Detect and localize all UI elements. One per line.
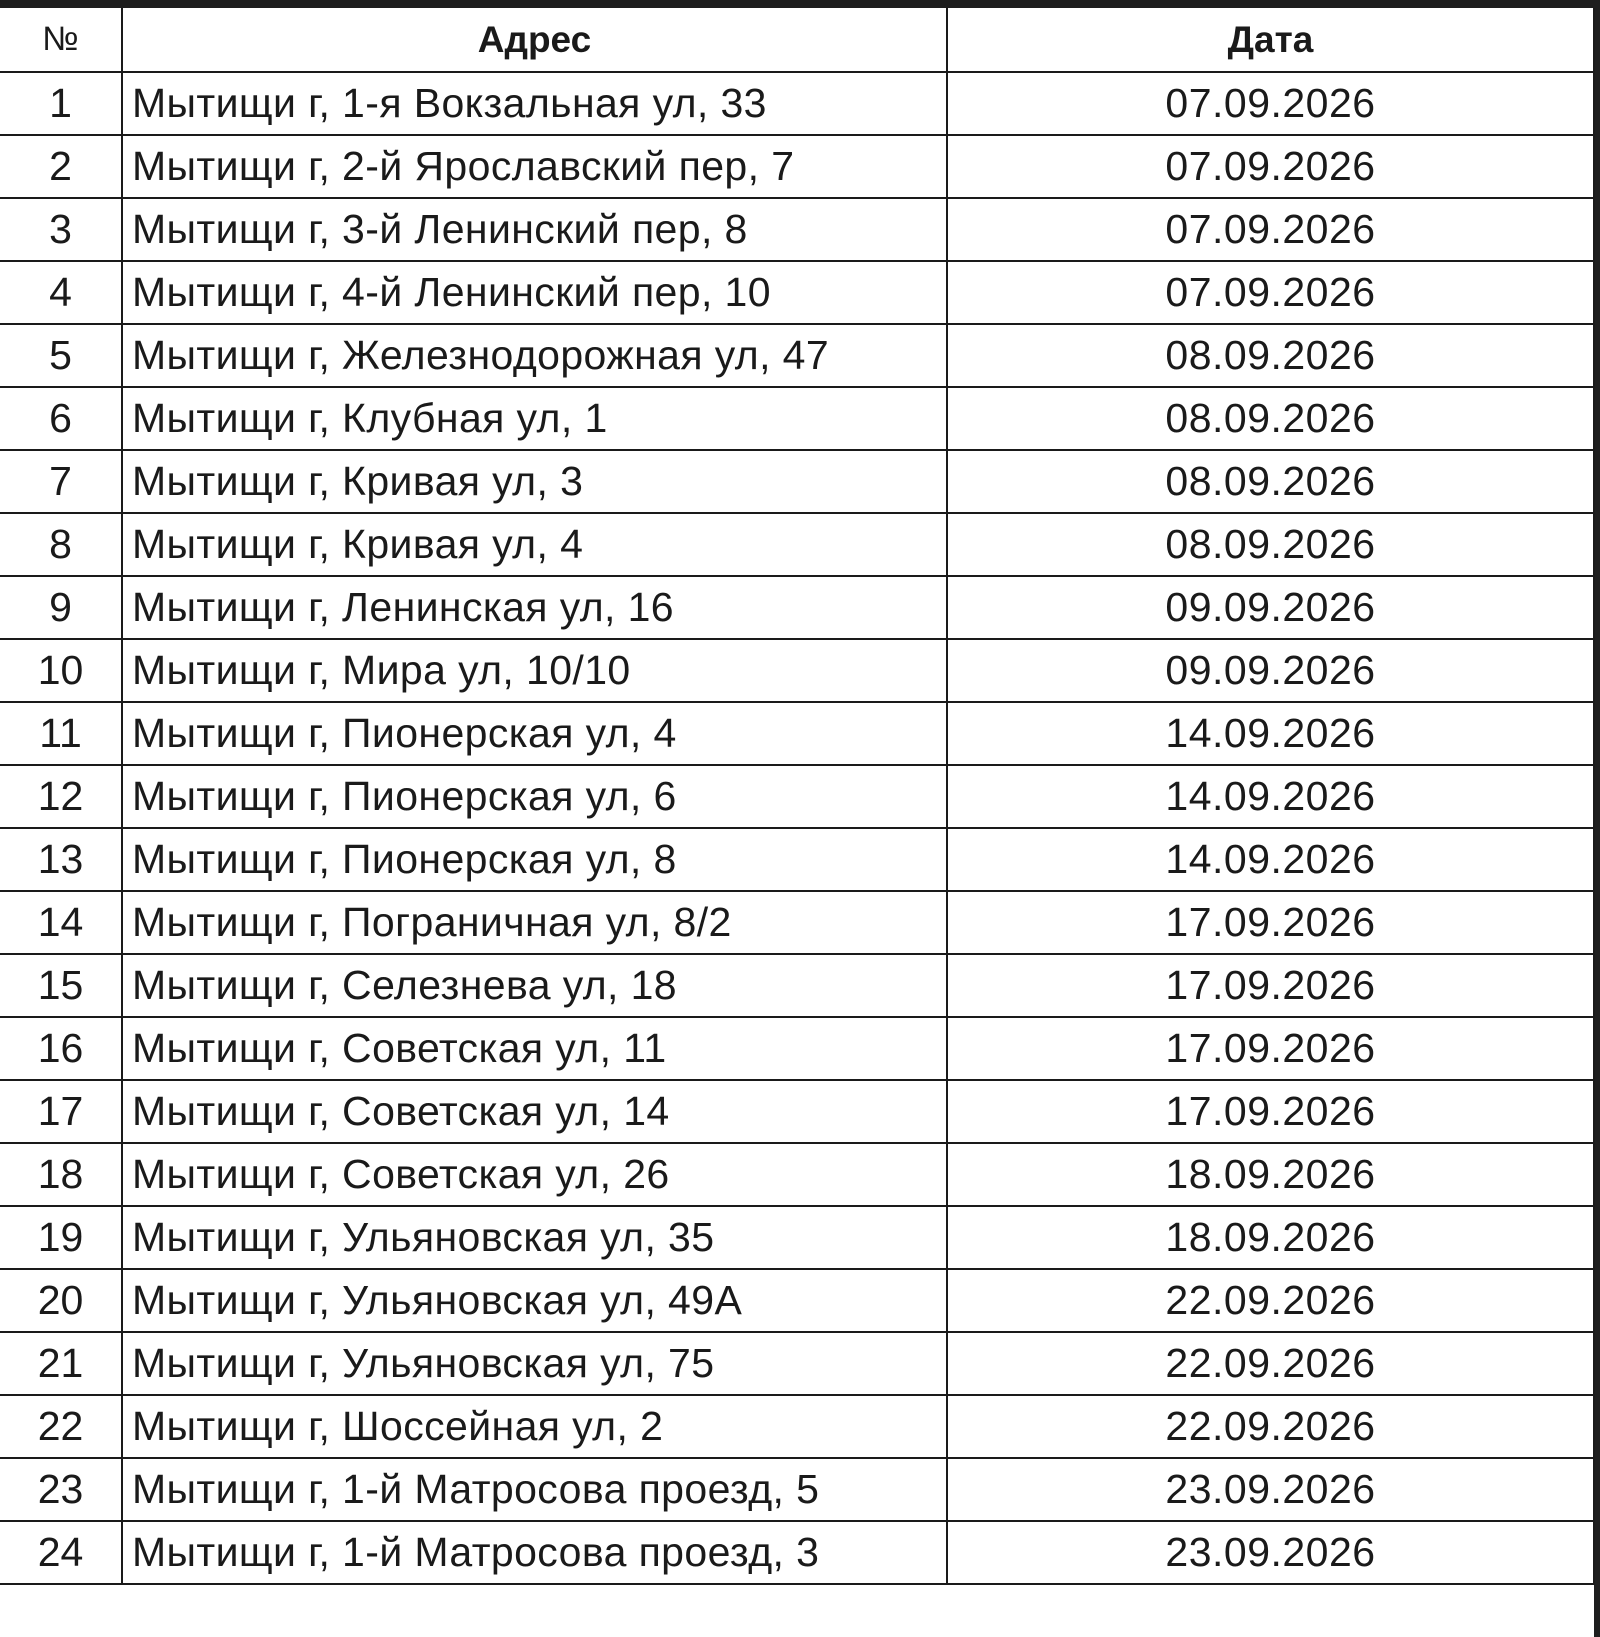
- date-cell[interactable]: 07.09.2026: [947, 198, 1594, 261]
- address-cell[interactable]: Мытищи г, Кривая ул, 3: [122, 450, 947, 513]
- table-body: [0, 72, 1594, 1584]
- row-number-cell[interactable]: 11: [0, 702, 122, 765]
- row-number-cell[interactable]: 18: [0, 1143, 122, 1206]
- address-cell[interactable]: Мытищи г, Советская ул, 26: [122, 1143, 947, 1206]
- address-cell[interactable]: Мытищи г, Шоссейная ул, 2: [122, 1395, 947, 1458]
- date-cell[interactable]: 14.09.2026: [947, 828, 1594, 891]
- address-cell[interactable]: Мытищи г, Кривая ул, 4: [122, 513, 947, 576]
- address-cell[interactable]: Мытищи г, 1-й Матросова проезд, 3: [122, 1521, 947, 1584]
- date-cell[interactable]: 17.09.2026: [947, 954, 1594, 1017]
- table-row: [0, 198, 1594, 261]
- table-row: [0, 1395, 1594, 1458]
- row-number-cell[interactable]: 2: [0, 135, 122, 198]
- row-number-cell[interactable]: 9: [0, 576, 122, 639]
- date-cell[interactable]: 08.09.2026: [947, 450, 1594, 513]
- table-row: [0, 828, 1594, 891]
- row-number-cell[interactable]: 7: [0, 450, 122, 513]
- address-cell[interactable]: Мытищи г, Советская ул, 11: [122, 1017, 947, 1080]
- address-cell[interactable]: Мытищи г, Клубная ул, 1: [122, 387, 947, 450]
- table-row: [0, 702, 1594, 765]
- address-cell[interactable]: Мытищи г, 2-й Ярославский пер, 7: [122, 135, 947, 198]
- date-cell[interactable]: 18.09.2026: [947, 1143, 1594, 1206]
- address-cell[interactable]: Мытищи г, 1-я Вокзальная ул, 33: [122, 72, 947, 135]
- row-number-cell[interactable]: 3: [0, 198, 122, 261]
- date-cell[interactable]: 22.09.2026: [947, 1332, 1594, 1395]
- row-number-cell[interactable]: 17: [0, 1080, 122, 1143]
- row-number-cell[interactable]: 21: [0, 1332, 122, 1395]
- row-number-cell[interactable]: 20: [0, 1269, 122, 1332]
- table-row: [0, 639, 1594, 702]
- address-cell[interactable]: Мытищи г, 4-й Ленинский пер, 10: [122, 261, 947, 324]
- table-row: [0, 387, 1594, 450]
- date-cell[interactable]: 23.09.2026: [947, 1521, 1594, 1584]
- column-header-date: Дата: [947, 8, 1594, 72]
- date-cell[interactable]: 22.09.2026: [947, 1269, 1594, 1332]
- row-number-cell[interactable]: 16: [0, 1017, 122, 1080]
- table-row: [0, 891, 1594, 954]
- table-row: [0, 513, 1594, 576]
- table-row: [0, 261, 1594, 324]
- table-row: [0, 1017, 1594, 1080]
- date-cell[interactable]: 17.09.2026: [947, 891, 1594, 954]
- address-cell[interactable]: Мытищи г, Ленинская ул, 16: [122, 576, 947, 639]
- date-cell[interactable]: 17.09.2026: [947, 1080, 1594, 1143]
- table-row: [0, 1206, 1594, 1269]
- date-cell[interactable]: 09.09.2026: [947, 576, 1594, 639]
- date-cell[interactable]: 07.09.2026: [947, 261, 1594, 324]
- address-cell[interactable]: Мытищи г, Пионерская ул, 6: [122, 765, 947, 828]
- address-cell[interactable]: Мытищи г, Мира ул, 10/10: [122, 639, 947, 702]
- date-cell[interactable]: 08.09.2026: [947, 387, 1594, 450]
- date-cell[interactable]: 08.09.2026: [947, 513, 1594, 576]
- date-cell[interactable]: 09.09.2026: [947, 639, 1594, 702]
- row-number-cell[interactable]: 5: [0, 324, 122, 387]
- spreadsheet-sheet: [0, 8, 1594, 1637]
- row-number-cell[interactable]: 8: [0, 513, 122, 576]
- row-number-cell[interactable]: 6: [0, 387, 122, 450]
- table-row: [0, 576, 1594, 639]
- table-row: [0, 1521, 1594, 1584]
- address-cell[interactable]: Мытищи г, Ульяновская ул, 49А: [122, 1269, 947, 1332]
- address-cell[interactable]: Мытищи г, Советская ул, 14: [122, 1080, 947, 1143]
- row-number-cell[interactable]: 13: [0, 828, 122, 891]
- table-row: [0, 135, 1594, 198]
- row-number-cell[interactable]: 24: [0, 1521, 122, 1584]
- date-cell[interactable]: 14.09.2026: [947, 702, 1594, 765]
- address-schedule-table: [0, 8, 1595, 1585]
- row-number-cell[interactable]: 23: [0, 1458, 122, 1521]
- table-row: [0, 324, 1594, 387]
- table-row: [0, 1080, 1594, 1143]
- table-row: [0, 954, 1594, 1017]
- row-number-cell[interactable]: 1: [0, 72, 122, 135]
- date-cell[interactable]: 14.09.2026: [947, 765, 1594, 828]
- header-row: [0, 8, 1594, 72]
- date-cell[interactable]: 07.09.2026: [947, 135, 1594, 198]
- row-number-cell[interactable]: 4: [0, 261, 122, 324]
- address-cell[interactable]: Мытищи г, 1-й Матросова проезд, 5: [122, 1458, 947, 1521]
- table-row: [0, 765, 1594, 828]
- table-row: [0, 72, 1594, 135]
- address-cell[interactable]: Мытищи г, Ульяновская ул, 75: [122, 1332, 947, 1395]
- column-header-address: Адрес: [122, 8, 947, 72]
- column-header-number: №: [0, 8, 122, 72]
- table-row: [0, 1332, 1594, 1395]
- date-cell[interactable]: 22.09.2026: [947, 1395, 1594, 1458]
- table-row: [0, 1143, 1594, 1206]
- row-number-cell[interactable]: 14: [0, 891, 122, 954]
- address-cell[interactable]: Мытищи г, Железнодорожная ул, 47: [122, 324, 947, 387]
- date-cell[interactable]: 07.09.2026: [947, 72, 1594, 135]
- address-cell[interactable]: Мытищи г, 3-й Ленинский пер, 8: [122, 198, 947, 261]
- table-row: [0, 450, 1594, 513]
- row-number-cell[interactable]: 19: [0, 1206, 122, 1269]
- date-cell[interactable]: 08.09.2026: [947, 324, 1594, 387]
- address-cell[interactable]: Мытищи г, Пионерская ул, 4: [122, 702, 947, 765]
- row-number-cell[interactable]: 15: [0, 954, 122, 1017]
- date-cell[interactable]: 18.09.2026: [947, 1206, 1594, 1269]
- address-cell[interactable]: Мытищи г, Пограничная ул, 8/2: [122, 891, 947, 954]
- date-cell[interactable]: 23.09.2026: [947, 1458, 1594, 1521]
- date-cell[interactable]: 17.09.2026: [947, 1017, 1594, 1080]
- row-number-cell[interactable]: 22: [0, 1395, 122, 1458]
- row-number-cell[interactable]: 12: [0, 765, 122, 828]
- table-row: [0, 1458, 1594, 1521]
- row-number-cell[interactable]: 10: [0, 639, 122, 702]
- address-cell[interactable]: Мытищи г, Селезнева ул, 18: [122, 954, 947, 1017]
- table-row: [0, 1269, 1594, 1332]
- address-cell[interactable]: Мытищи г, Пионерская ул, 8: [122, 828, 947, 891]
- address-cell[interactable]: Мытищи г, Ульяновская ул, 35: [122, 1206, 947, 1269]
